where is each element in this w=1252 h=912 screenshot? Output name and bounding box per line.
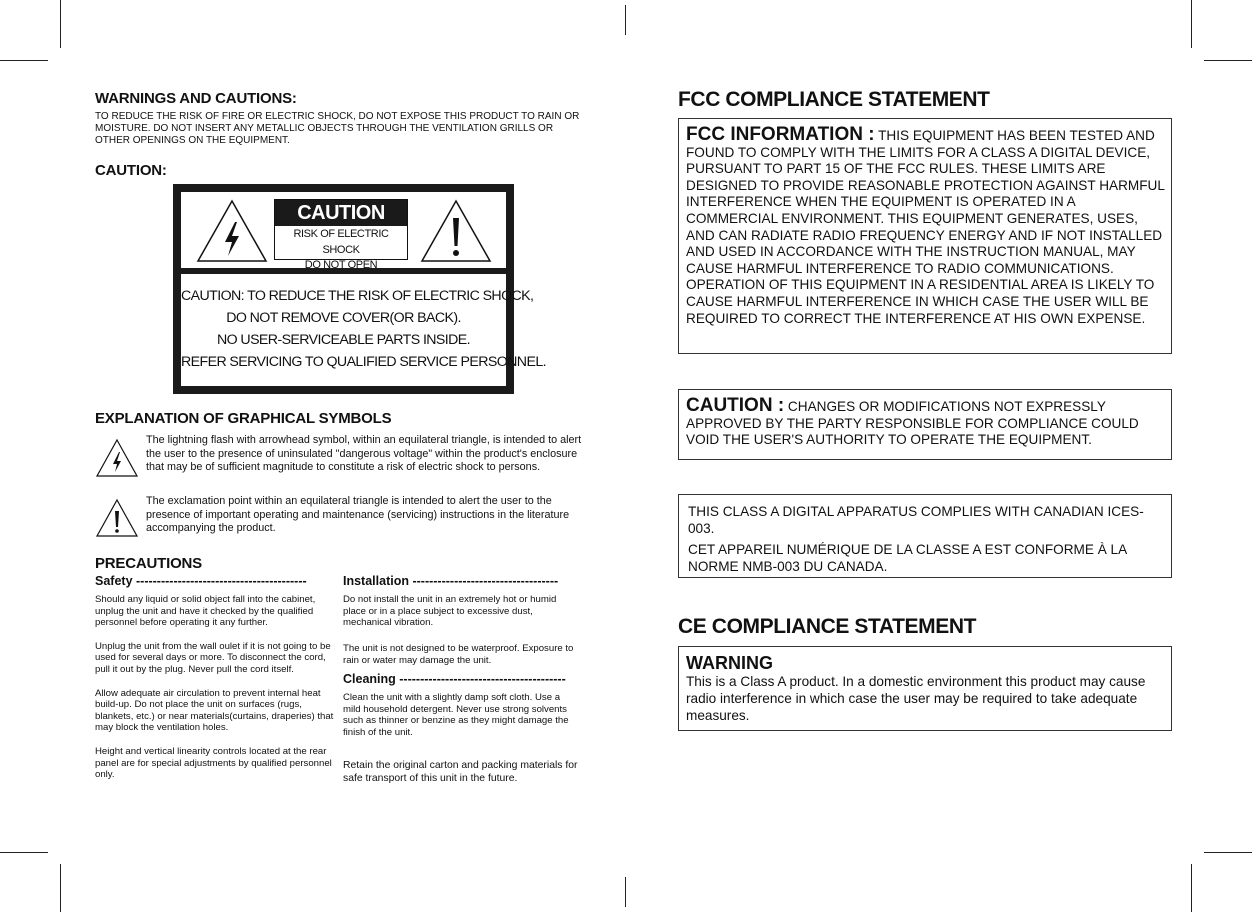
crop-mark bbox=[1191, 0, 1192, 48]
label-line: REFER SERVICING TO QUALIFIED SERVICE PERSONNEL. bbox=[181, 354, 546, 370]
installation-para: The unit is not designed to be waterproof. Exposure to rain or water may damage the unit. bbox=[343, 643, 574, 666]
crop-mark bbox=[60, 0, 61, 48]
caution-word-box bbox=[274, 199, 408, 271]
warnings-title: WARNINGS AND CAUTIONS: bbox=[95, 90, 297, 107]
symbol-lightning-text: The lightning flash with arrowhead symbol, within an equilateral triangle, is intended to alert the user to the presence of uninsulated "dangerous voltage" within the product's enclosure that may be of sufficient magnitude to constitute a risk of electric shock to persons. bbox=[146, 434, 582, 474]
safety-para: Height and vertical linearity controls located at the rear panel are for special adjustments by qualified personnel only. bbox=[95, 745, 332, 781]
risk-line: RISK OF ELECTRIC SHOCK bbox=[293, 228, 389, 256]
lightning-triangle-icon bbox=[195, 198, 269, 264]
exclamation-triangle-icon bbox=[419, 198, 493, 264]
canada-box bbox=[678, 494, 1172, 578]
fcc-caution-lead: CAUTION : bbox=[686, 395, 785, 416]
crop-mark bbox=[60, 864, 61, 912]
exclamation-triangle-icon bbox=[95, 498, 139, 538]
fcc-title: FCC COMPLIANCE STATEMENT bbox=[678, 88, 990, 111]
label-line: CAUTION: TO REDUCE THE RISK OF ELECTRIC SHOCK, bbox=[181, 288, 534, 304]
ce-warning-text: This is a Class A product. In a domestic environment this product may cause radio interference in which case the user may be required to take adequate measures. bbox=[686, 674, 1146, 723]
cleaning-head: Cleaning ---------------------------------------- bbox=[343, 672, 566, 686]
fcc-info-body: THIS EQUIPMENT HAS BEEN TESTED AND FOUND TO COMPLY WITH THE LIMITS FOR A CLASS A DIGITAL DEVICE, PURSUANT TO PART 15 OF THE FCC RULES. THESE LIMITS ARE DESIGNED TO PROVIDE REASONABLE PROTECTION AGAINST HARMFUL INTERFERENCE WHEN THE EQUIPMENT IS OPERATED IN A COMMERCIAL ENVIRONMENT. THIS EQUIPMENT GENERATES, USES, AND CAN RADIATE RADIO FREQUENCY ENERGY AND IF NOT INSTALLED AND USED IN ACCORDANCE WITH THE INSTRUCTION MANUAL, MAY CAUSE HARMFUL INTERFERENCE TO RADIO COMMUNICATIONS. OPERATION OF THIS EQUIPMENT IN A RESIDENTIAL AREA IS LIKELY TO CAUSE HARMFUL INTERFERENCE IN WHICH CASE THE USER WILL BE REQUIRED TO CORRECT THE INTERFERENCE AT HIS OWN EXPENSE. bbox=[686, 128, 1165, 326]
open-line: DO NOT OPEN bbox=[304, 259, 378, 271]
safety-head: Safety ----------------------------------------- bbox=[95, 574, 307, 588]
caution-label bbox=[173, 184, 546, 394]
symbol-exclamation-text: The exclamation point within an equilateral triangle is intended to alert the user to the presence of important operating and maintenance (servicing) instructions in the literature accompanying the product. bbox=[146, 495, 570, 535]
caution-word: CAUTION bbox=[275, 200, 407, 226]
crop-mark bbox=[625, 877, 626, 907]
fcc-caution-text bbox=[686, 395, 1165, 449]
warnings-text: TO REDUCE THE RISK OF FIRE OR ELECTRIC SHOCK, DO NOT EXPOSE THIS PRODUCT TO RAIN OR MOISTURE. DO NOT INSERT ANY METALLIC OBJECTS THROUGH THE VENTILATION GRILLS OR OTHER OPENINGS ON THE EQUIPMENT. bbox=[95, 111, 580, 146]
crop-mark bbox=[0, 60, 48, 61]
symbols-title: EXPLANATION OF GRAPHICAL SYMBOLS bbox=[95, 410, 392, 427]
crop-mark bbox=[1191, 864, 1192, 912]
ce-title: CE COMPLIANCE STATEMENT bbox=[678, 615, 977, 638]
label-top-panel bbox=[181, 192, 506, 271]
installation-head: Installation ----------------------------------- bbox=[343, 574, 559, 588]
label-line: NO USER-SERVICEABLE PARTS INSIDE. bbox=[217, 332, 470, 348]
caution-title: CAUTION: bbox=[95, 162, 167, 179]
lightning-triangle-icon bbox=[95, 438, 139, 478]
label-line: DO NOT REMOVE COVER(OR BACK). bbox=[226, 310, 461, 326]
fcc-info-text bbox=[686, 124, 1165, 327]
label-bottom-panel bbox=[181, 274, 546, 386]
cleaning-para: Retain the original carton and packing materials for safe transport of this unit in the future. bbox=[343, 760, 578, 785]
cleaning-para: Clean the unit with a slightly damp soft cloth. Use a mild household detergent. Never use strong solvents such as thinner or benzine as they might damage the finish of the unit. bbox=[343, 692, 569, 738]
safety-column bbox=[95, 594, 335, 793]
ce-warning-lead: WARNING bbox=[686, 653, 773, 673]
safety-para: Unplug the unit from the wall oulet if it is not going to be used for several days or more. To disconnect the cord, pull it out by the plug. Never pull the cord itself. bbox=[95, 640, 331, 675]
crop-mark bbox=[1204, 852, 1252, 853]
safety-para: Allow adequate air circulation to prevent internal heat build-up. Do not place the unit on surfaces (rugs, blankets, etc.) or near materials(curtains, draperies) that may block the ventilation holes. bbox=[95, 687, 334, 734]
safety-para: Should any liquid or solid object fall into the cabinet, unplug the unit and have it checked by the qualified personnel before operating it any further. bbox=[95, 594, 316, 629]
ce-warning-box bbox=[678, 646, 1172, 731]
fcc-info-box bbox=[678, 118, 1172, 354]
crop-mark bbox=[0, 852, 48, 853]
fcc-caution-box bbox=[678, 389, 1172, 460]
canada-fr: CET APPAREIL NUMÉRIQUE DE LA CLASSE A EST CONFORME À LA NORME NMB-003 DU CANADA. bbox=[688, 542, 1127, 574]
fcc-info-lead: FCC INFORMATION : bbox=[686, 124, 875, 145]
crop-mark bbox=[1204, 60, 1252, 61]
crop-mark bbox=[625, 5, 626, 35]
precautions-title: PRECAUTIONS bbox=[95, 555, 202, 572]
fcc-caution-body: CHANGES OR MODIFICATIONS NOT EXPRESSLY APPROVED BY THE PARTY RESPONSIBLE FOR COMPLIANCE COULD VOID THE USER'S AUTHORITY TO OPERATE THE EQUIPMENT. bbox=[686, 399, 1139, 448]
canada-en: THIS CLASS A DIGITAL APPARATUS COMPLIES WITH CANADIAN ICES-003. bbox=[688, 504, 1144, 536]
installation-para: Do not install the unit in an extremely hot or humid place or in a place subject to excessive dust, mechanical vibration. bbox=[343, 594, 557, 629]
